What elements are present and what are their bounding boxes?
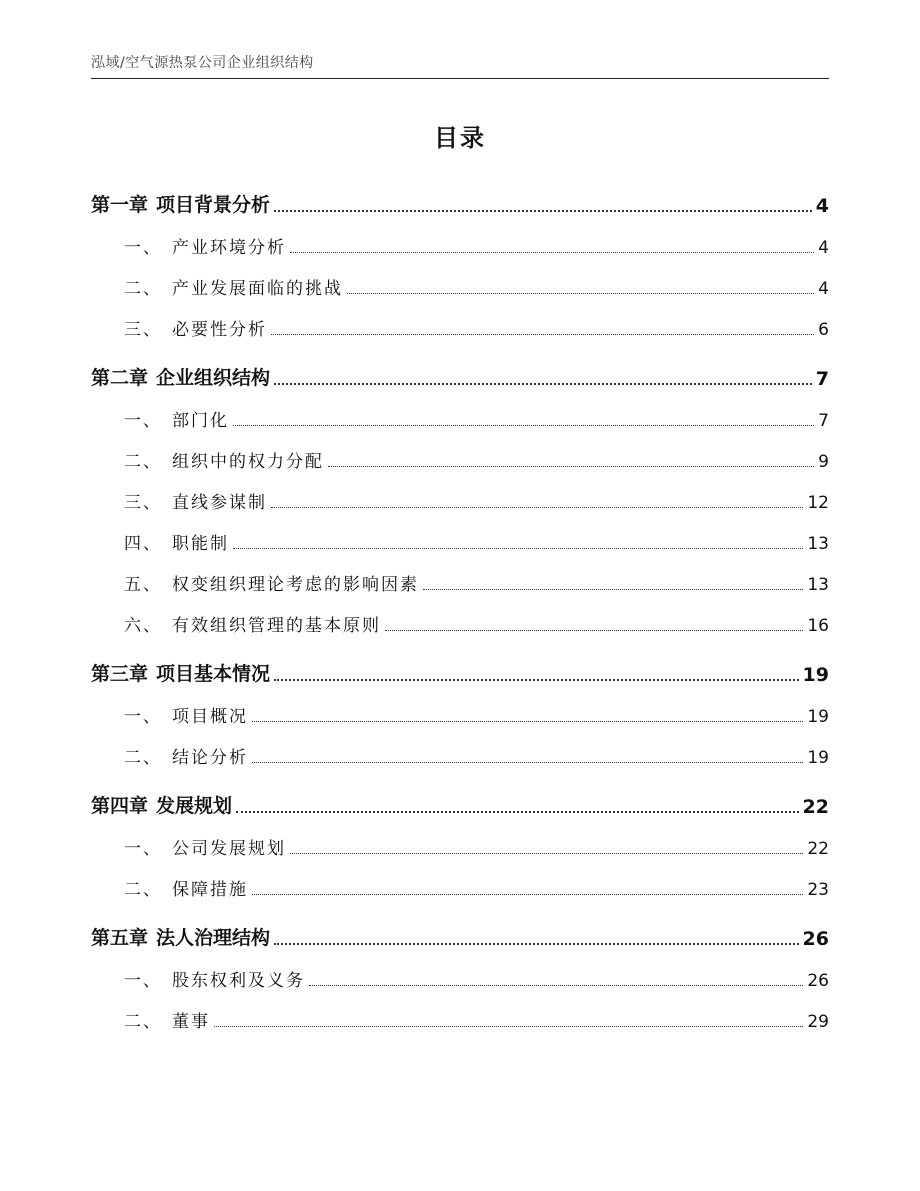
page-number: 19	[807, 707, 829, 727]
section-title: 保障措施	[172, 880, 248, 900]
toc-chapter-entry[interactable]	[91, 777, 829, 818]
dot-leader	[236, 811, 799, 813]
section-number: 二、	[124, 452, 162, 472]
section-number: 一、	[124, 839, 162, 859]
dot-leader	[214, 1026, 803, 1027]
toc-section-entry[interactable]	[91, 595, 829, 636]
section-number: 二、	[124, 748, 162, 768]
header-divider	[91, 78, 829, 79]
section-number: 一、	[124, 971, 162, 991]
page-number: 13	[807, 534, 829, 554]
toc-section-entry[interactable]	[91, 991, 829, 1032]
page-number: 19	[802, 664, 829, 686]
section-title: 有效组织管理的基本原则	[172, 616, 381, 636]
dot-leader	[274, 679, 799, 681]
section-title: 产业环境分析	[172, 238, 286, 258]
page-number: 29	[807, 1012, 829, 1032]
dot-leader	[290, 252, 814, 253]
section-number: 四、	[124, 534, 162, 554]
section-number: 二、	[124, 279, 162, 299]
section-title: 组织中的权力分配	[172, 452, 324, 472]
page-number: 22	[802, 796, 829, 818]
page-number: 4	[818, 238, 829, 258]
section-title: 直线参谋制	[172, 493, 267, 513]
chapter-number: 第五章	[91, 927, 149, 949]
page-number: 26	[802, 928, 829, 950]
dot-leader	[252, 894, 803, 895]
toc-chapter-entry[interactable]	[91, 645, 829, 686]
section-number: 三、	[124, 320, 162, 340]
page-number: 13	[807, 575, 829, 595]
section-number: 三、	[124, 493, 162, 513]
table-of-contents	[91, 176, 829, 1032]
dot-leader	[347, 293, 814, 294]
chapter-title: 发展规划	[156, 795, 233, 817]
dot-leader	[233, 425, 814, 426]
dot-leader	[309, 985, 803, 986]
toc-chapter-entry[interactable]	[91, 176, 829, 217]
section-title: 部门化	[172, 411, 229, 431]
page-number: 4	[818, 279, 829, 299]
page-number: 4	[815, 195, 829, 217]
dot-leader	[385, 630, 803, 631]
dot-leader	[328, 466, 814, 467]
dot-leader	[423, 589, 803, 590]
dot-leader	[290, 853, 803, 854]
section-number: 五、	[124, 575, 162, 595]
section-title: 董事	[172, 1012, 210, 1032]
chapter-title: 项目背景分析	[156, 194, 271, 216]
section-title: 股东权利及义务	[172, 971, 305, 991]
chapter-number: 第一章	[91, 194, 149, 216]
section-number: 六、	[124, 616, 162, 636]
toc-section-entry[interactable]	[91, 727, 829, 768]
toc-section-entry[interactable]	[91, 513, 829, 554]
chapter-number: 第四章	[91, 795, 149, 817]
page-number: 23	[807, 880, 829, 900]
dot-leader	[233, 548, 803, 549]
chapter-title: 法人治理结构	[156, 927, 271, 949]
section-title: 结论分析	[172, 748, 248, 768]
chapter-title: 项目基本情况	[156, 663, 271, 685]
chapter-number: 第二章	[91, 367, 149, 389]
section-number: 二、	[124, 1012, 162, 1032]
section-title: 职能制	[172, 534, 229, 554]
section-number: 二、	[124, 880, 162, 900]
toc-section-entry[interactable]	[91, 390, 829, 431]
page-number: 7	[818, 411, 829, 431]
page-number: 12	[807, 493, 829, 513]
page-number: 22	[807, 839, 829, 859]
page-number: 9	[818, 452, 829, 472]
section-title: 权变组织理论考虑的影响因素	[172, 575, 419, 595]
page-number: 16	[807, 616, 829, 636]
dot-leader	[252, 721, 803, 722]
section-title: 必要性分析	[172, 320, 267, 340]
dot-leader	[252, 762, 803, 763]
toc-chapter-entry[interactable]	[91, 909, 829, 950]
section-title: 项目概况	[172, 707, 248, 727]
toc-title: 目录	[434, 124, 486, 152]
page-header: 泓域/空气源热泵公司企业组织结构	[91, 55, 314, 71]
chapter-number: 第三章	[91, 663, 149, 685]
dot-leader	[274, 943, 799, 945]
toc-section-entry[interactable]	[91, 859, 829, 900]
section-number: 一、	[124, 238, 162, 258]
section-title: 产业发展面临的挑战	[172, 279, 343, 299]
page-number: 7	[815, 368, 829, 390]
toc-section-entry[interactable]	[91, 258, 829, 299]
toc-section-entry[interactable]	[91, 818, 829, 859]
page-number: 6	[818, 320, 829, 340]
dot-leader	[274, 210, 812, 212]
page-number: 26	[807, 971, 829, 991]
toc-section-entry[interactable]	[91, 686, 829, 727]
dot-leader	[271, 334, 814, 335]
dot-leader	[271, 507, 803, 508]
section-title: 公司发展规划	[172, 839, 286, 859]
chapter-title: 企业组织结构	[156, 367, 271, 389]
dot-leader	[274, 383, 812, 385]
toc-section-entry[interactable]	[91, 554, 829, 595]
toc-section-entry[interactable]	[91, 472, 829, 513]
toc-section-entry[interactable]	[91, 431, 829, 472]
page-number: 19	[807, 748, 829, 768]
toc-section-entry[interactable]	[91, 299, 829, 340]
toc-section-entry[interactable]	[91, 950, 829, 991]
section-number: 一、	[124, 411, 162, 431]
toc-section-entry[interactable]	[91, 217, 829, 258]
section-number: 一、	[124, 707, 162, 727]
toc-chapter-entry[interactable]	[91, 349, 829, 390]
